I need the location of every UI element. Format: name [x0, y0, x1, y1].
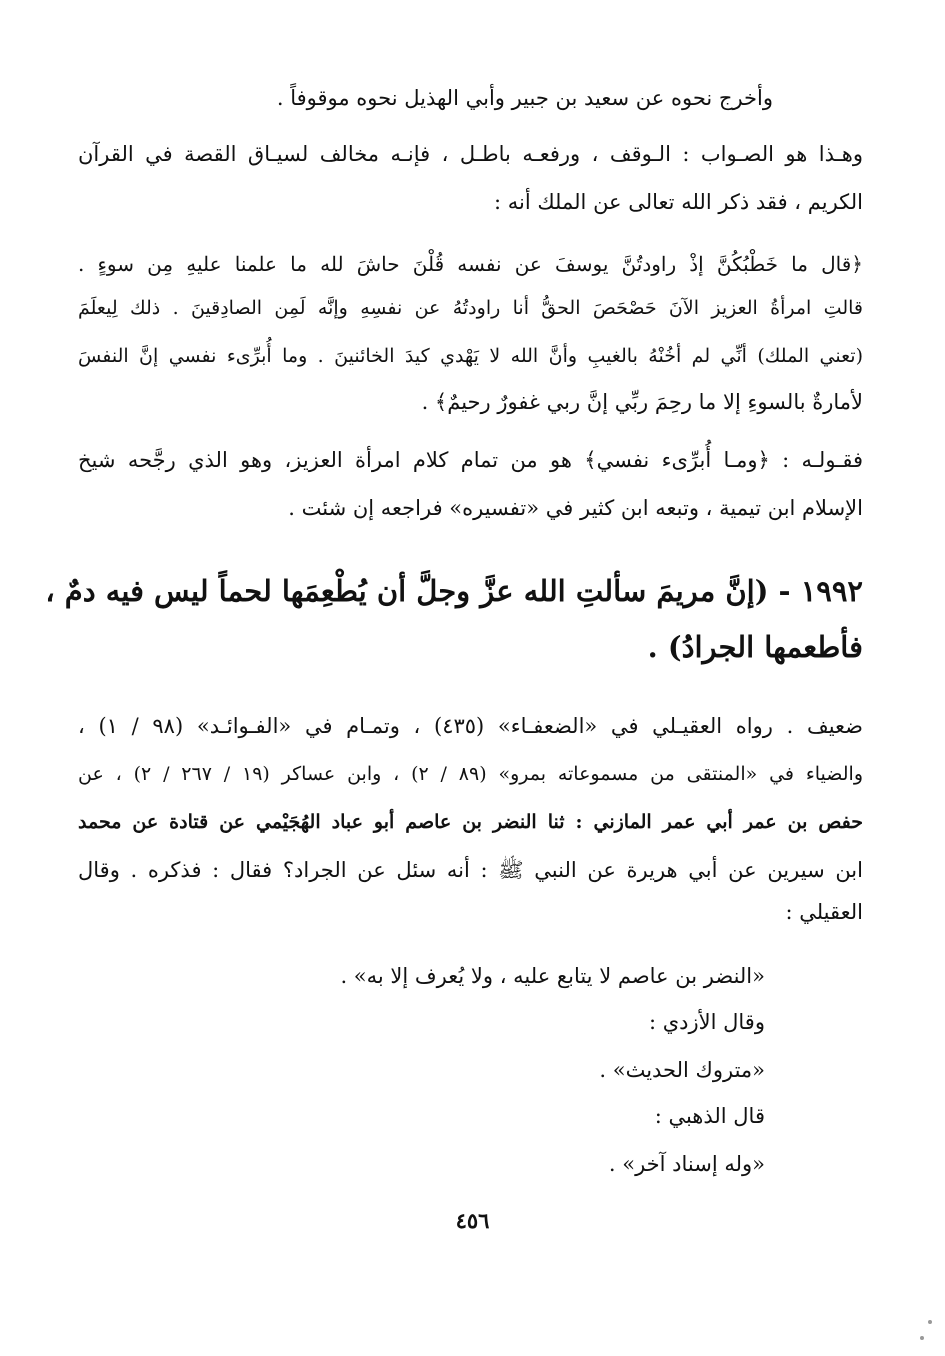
text-line: فقـولـه : ﴿ومـا أُبرِّىء نفسي﴾ هو من تمام كلام امرأة العزيز، وهو الذي رجَّحه شيخ: [78, 448, 863, 472]
text-line: ابن سيرين عن أبي هريرة عن النبي ﷺ : أنه سئل عن الجراد؟ فقال : فذكره . وقال: [78, 858, 863, 882]
text-line: قال الذهبي :: [654, 1104, 765, 1128]
scan-speck: [928, 1320, 932, 1324]
text-line: وهـذا هو الصـواب : الـوقف ، ورفعـه باطـل ، فإنـه مخالف لسيـاق القصة في القرآن: [78, 142, 863, 166]
text-line: والضياء في «المنتقى من مسموعاته بمرو» (٨٩ / ٢) ، وابن عساكر (١٩ / ٢٦٧ / ٢) ، عن: [78, 763, 863, 785]
quran-quote-line: قالتِ امرأةُ العزيز الآنَ حَصْحَصَ الحقُّ أنا راودتُهُ عن نفسِهِ وإنَّه لَمِن الصادِقينَ . ذلك لِيعلَمَ: [78, 297, 863, 319]
quote-line: «النضر بن عاصم لا يتابع عليه ، ولا يُعرف إلا به» .: [340, 964, 765, 988]
quran-quote-line: لأمارةٌ بالسوءِ إلا ما رحِمَ ربِّي إنَّ ربي غفورٌ رحيمٌ﴾ .: [421, 390, 863, 414]
hadith-heading: فأطعمها الجرادُ) .: [647, 630, 863, 664]
text-line: الإسلام ابن تيمية ، وتبعه ابن كثير في «تفسيره» فراجعه إن شئت .: [288, 496, 863, 520]
quran-quote-line: (تعني الملك) أنِّي لم أخُنْهُ بالغيبِ وأنَّ الله لا يَهْدي كيدَ الخائنينَ . وما أُبرِّىء نفسي إنَّ النفسَ: [78, 345, 863, 367]
text-line: وأخرج نحوه عن سعيد بن جبير وأبي الهذيل نحوه موقوفاً .: [276, 86, 773, 110]
text-line: حفص بن عمر أبي عمر المازني : ثنا النضر بن عاصم أبو عباد الهُجَيْمي عن قتادة عن محمد: [78, 811, 863, 833]
text-line: الكريم ، فقد ذكر الله تعالى عن الملك أنه :: [494, 190, 863, 214]
text-line: العقيلي :: [785, 900, 863, 924]
hadith-heading: ١٩٩٢ - (إنَّ مريمَ سألتِ الله عزَّ وجلَّ أن يُطْعِمَها لحماً ليس فيه دمٌ ،: [45, 574, 863, 608]
scan-speck: [920, 1336, 924, 1340]
quran-quote-line: ﴿قال ما خَطْبُكُنَّ إذْ راودتُنَّ يوسفَ عن نفسه قُلْنَ حاشَ لله ما علمنا عليهِ مِن سوءٍ .: [78, 252, 863, 276]
text-line: ضعيف . رواه العقيـلي في «الضعفـاء» (٤٣٥) ، وتمـام في «الفـوائـد» (٩٨ / ١) ،: [78, 714, 863, 738]
page-number: ٤٥٦: [455, 1208, 490, 1233]
text-line: وقال الأزدي :: [648, 1010, 765, 1034]
quote-line: «متروك الحديث» .: [599, 1058, 765, 1082]
quote-line: «وله إسناد آخر» .: [608, 1152, 765, 1176]
